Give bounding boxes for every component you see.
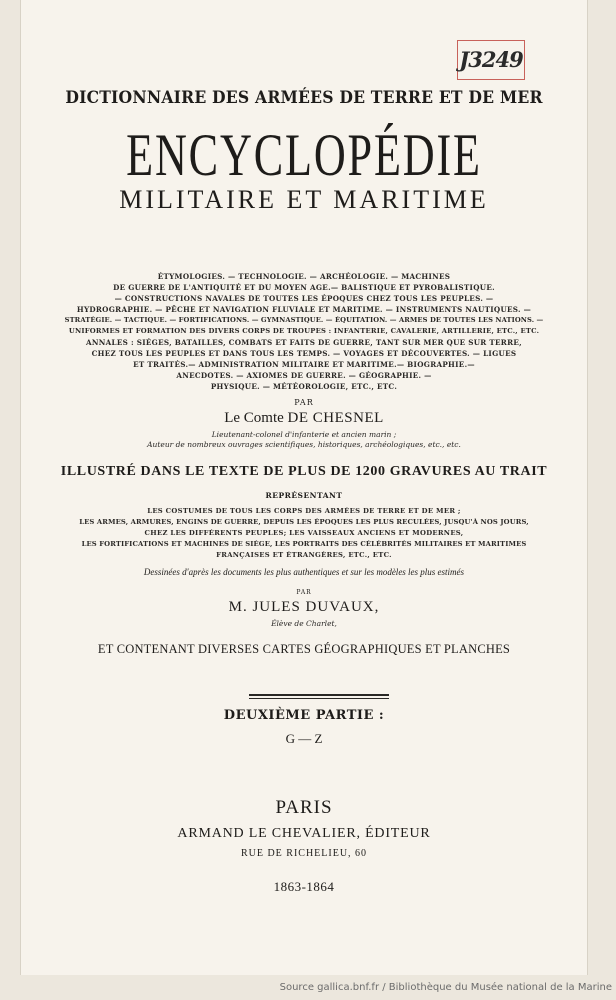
engravings-line: LES FORTIFICATIONS ET MACHINES DE SIÉGE, LES PORTRAITS DES CÉLÉBRITÉS MILITAIRES ET MARITIMES xyxy=(81,540,527,548)
topics-line: UNIFORMES ET FORMATION DES DIVERS CORPS DE TROUPES : INFANTERIE, CAVALERIE, ARTILLERIE, ETC., ETC. xyxy=(68,327,540,335)
illustrator-name: M. JULES DUVAUX, xyxy=(228,599,380,615)
source-attribution: Source gallica.bnf.fr / Bibliothèque du Musée national de la Marine xyxy=(279,982,612,993)
topics-line: ÉTYMOLOGIES. — TECHNOLOGIE. — ARCHÉOLOGIE. — MACHINES xyxy=(157,272,451,281)
topics-line: STRATÉGIE. — TACTIQUE. — FORTIFICATIONS. — GYMNASTIQUE. — ÉQUITATION. — ARMES DE TOUTES LES NATIONS. — xyxy=(64,316,544,324)
publisher-address: RUE DE RICHELIEU, 60 xyxy=(240,848,368,859)
topics-line: PHYSIQUE. — MÉTÉOROLOGIE, ETC., ETC. xyxy=(210,382,398,391)
topics-line: ANNALES : SIÉGES, BATAILLES, COMBATS ET FAITS DE GUERRE, TANT SUR MER QUE SUR TERRE, xyxy=(86,338,522,347)
volume-range: G — Z xyxy=(285,731,323,746)
subtitle: MILITAIRE ET MARITIME xyxy=(119,185,489,214)
topics-line: ANECDOTES. — AXIOMES DE GUERRE. — GÉOGRAPHIE. — xyxy=(176,371,432,380)
engravings-line: CHEZ LES DIFFÉRENTS PEUPLES; LES VAISSEAUX ANCIENS ET MODERNES, xyxy=(144,529,464,537)
author-name: DE CHESNEL xyxy=(287,410,384,426)
divider-rule xyxy=(249,698,389,699)
par-label: PAR xyxy=(294,398,314,407)
representant-label: REPRÉSENTANT xyxy=(265,491,343,500)
library-stamp: J3249 xyxy=(457,40,525,80)
drawn-after-note: Dessinées d'après les documents les plus authentiques et sur les modèles les plus estimés xyxy=(143,567,465,577)
divider-rule xyxy=(249,694,389,696)
maps-statement: ET CONTENANT DIVERSES CARTES GÉOGRAPHIQUES ET PLANCHES xyxy=(97,642,511,656)
topics-line: HYDROGRAPHIE. — PÊCHE ET NAVIGATION FLUVIALE ET MARITIME. — INSTRUMENTS NAUTIQUES. — xyxy=(76,305,532,314)
topics-line: CHEZ TOUS LES PEUPLES ET DANS TOUS LES TEMPS. — VOYAGES ET DÉCOUVERTES. — LIGUES xyxy=(91,349,517,358)
main-title: ENCYCLOPÉDIE xyxy=(126,122,482,189)
publisher: ARMAND LE CHEVALIER, ÉDITEUR xyxy=(177,826,431,841)
engravings-line: LES ARMES, ARMURES, ENGINS DE GUERRE, DEPUIS LES ÉPOQUES LES PLUS RECULÉES, JUSQU'À NOS JOURS, xyxy=(79,518,529,526)
author xyxy=(21,410,587,427)
part-label: DEUXIÈME PARTIE : xyxy=(223,708,385,723)
publication-years: 1863-1864 xyxy=(273,879,335,894)
topics-line: ET TRAITÉS.— ADMINISTRATION MILITAIRE ET MARITIME.— BIOGRAPHIE.— xyxy=(133,360,475,369)
topics-line: DE GUERRE DE L'ANTIQUITÉ ET DU MOYEN AGE.— BALISTIQUE ET PYROBALISTIQUE. xyxy=(113,283,495,292)
illustrator-description: Élève de Charlet, xyxy=(271,619,337,628)
engravings-line: FRANÇAISES ET ÉTRANGÈRES, ETC., ETC. xyxy=(216,551,392,559)
author-description: Lieutenant-colonel d'infanterie et ancien marin ; xyxy=(211,430,397,439)
illustration-statement: ILLUSTRÉ DANS LE TEXTE DE PLUS DE 1200 GRAVURES AU TRAIT xyxy=(60,464,548,479)
par-label: PAR xyxy=(296,589,312,596)
title-line-1: DICTIONNAIRE DES ARMÉES DE TERRE ET DE MER xyxy=(65,88,543,108)
engravings-line: LES COSTUMES DE TOUS LES CORPS DES ARMÉES DE TERRE ET DE MER ; xyxy=(147,507,461,515)
title-page xyxy=(20,0,588,975)
publication-city: PARIS xyxy=(275,797,333,818)
topics-line: — CONSTRUCTIONS NAVALES DE TOUTES LES ÉPOQUES CHEZ TOUS LES PEUPLES. — xyxy=(114,294,494,303)
author-description: Auteur de nombreux ouvrages scientifiques, historiques, archéologiques, etc., etc. xyxy=(147,440,461,449)
author-prefix: Le Comte xyxy=(224,410,284,426)
